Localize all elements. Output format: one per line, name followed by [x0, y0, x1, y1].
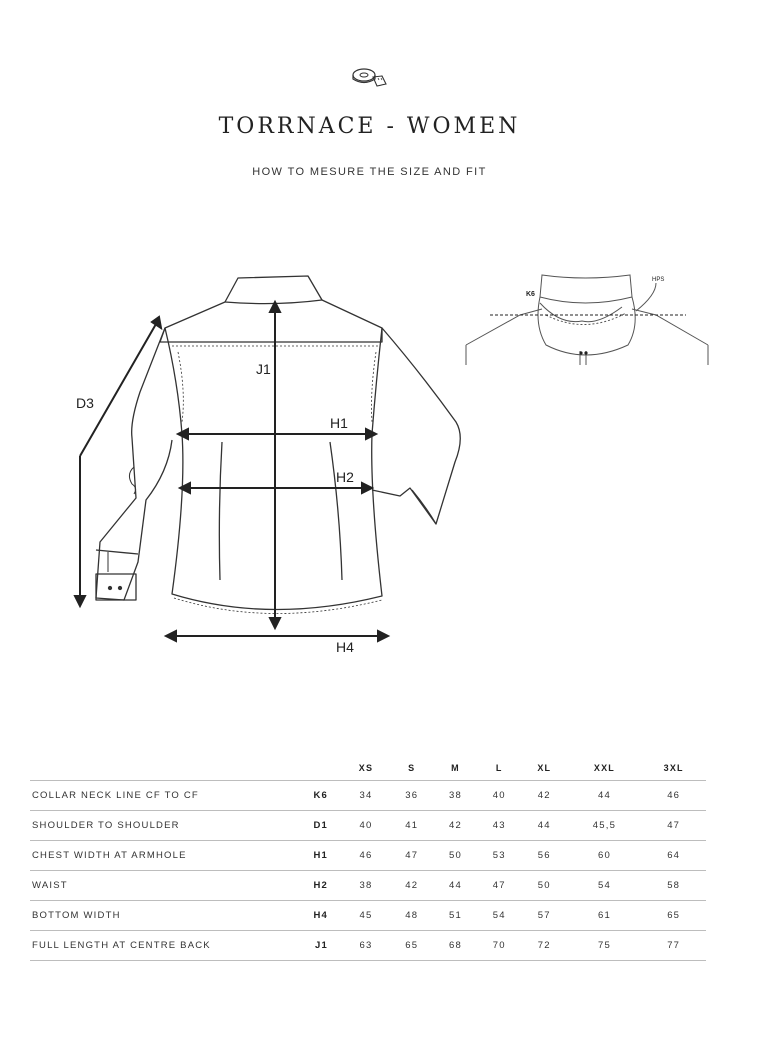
- table-cell: 54: [568, 871, 642, 901]
- row-label: FULL LENGTH AT CENTRE BACK: [30, 931, 283, 961]
- shirt-back-diagram: [60, 262, 470, 662]
- page-title: TORRNACE - WOMEN: [218, 114, 521, 139]
- column-header: XL: [521, 756, 567, 781]
- row-code: H1: [283, 841, 342, 871]
- table-cell: 57: [521, 901, 567, 931]
- table-cell: 50: [434, 841, 478, 871]
- page-subtitle: HOW TO MESURE THE SIZE AND FIT: [252, 166, 487, 178]
- column-header: S: [390, 756, 434, 781]
- row-label: CHEST WIDTH AT ARMHOLE: [30, 841, 283, 871]
- table-cell: 46: [641, 781, 706, 811]
- column-header: XS: [342, 756, 390, 781]
- label-h1: H1: [330, 415, 348, 431]
- column-header: M: [434, 756, 478, 781]
- size-chart-table: [30, 756, 706, 961]
- table-row: [30, 901, 706, 931]
- label-j1: J1: [256, 361, 271, 377]
- table-cell: 47: [477, 871, 521, 901]
- label-h4: H4: [336, 639, 354, 655]
- column-header: 3XL: [641, 756, 706, 781]
- table-cell: 45,5: [568, 811, 642, 841]
- table-cell: 75: [568, 931, 642, 961]
- table-row: [30, 931, 706, 961]
- table-cell: 43: [477, 811, 521, 841]
- table-cell: 44: [434, 871, 478, 901]
- row-code: K6: [283, 781, 342, 811]
- table-cell: 60: [568, 841, 642, 871]
- table-cell: 40: [342, 811, 390, 841]
- table-cell: 41: [390, 811, 434, 841]
- table-cell: 64: [641, 841, 706, 871]
- label-d3: D3: [76, 395, 94, 411]
- table-cell: 53: [477, 841, 521, 871]
- table-cell: 54: [477, 901, 521, 931]
- shirt-left-sleeve: [96, 328, 172, 600]
- table-cell: 70: [477, 931, 521, 961]
- table-cell: 38: [434, 781, 478, 811]
- collar-detail-diagram: [460, 265, 710, 375]
- table-cell: 47: [641, 811, 706, 841]
- row-label: SHOULDER TO SHOULDER: [30, 811, 283, 841]
- measuring-tape-icon: [349, 64, 391, 90]
- table-row: [30, 781, 706, 811]
- table-cell: 42: [390, 871, 434, 901]
- label-hps: HPS: [652, 277, 665, 283]
- table-cell: 42: [434, 811, 478, 841]
- column-header: XXL: [568, 756, 642, 781]
- table-cell: 50: [521, 871, 567, 901]
- table-row: [30, 811, 706, 841]
- row-code: H4: [283, 901, 342, 931]
- table-cell: 38: [342, 871, 390, 901]
- table-cell: 40: [477, 781, 521, 811]
- table-cell: 58: [641, 871, 706, 901]
- row-label: BOTTOM WIDTH: [30, 901, 283, 931]
- table-header-row: [30, 756, 706, 781]
- shirt-collar: [225, 276, 322, 304]
- table-cell: 61: [568, 901, 642, 931]
- table-row: [30, 841, 706, 871]
- label-h2: H2: [336, 469, 354, 485]
- table-cell: 77: [641, 931, 706, 961]
- row-label: WAIST: [30, 871, 283, 901]
- table-cell: 48: [390, 901, 434, 931]
- table-cell: 36: [390, 781, 434, 811]
- row-code: J1: [283, 931, 342, 961]
- table-cell: 56: [521, 841, 567, 871]
- row-code: H2: [283, 871, 342, 901]
- table-cell: 47: [390, 841, 434, 871]
- column-header: L: [477, 756, 521, 781]
- table-cell: 63: [342, 931, 390, 961]
- table-cell: 45: [342, 901, 390, 931]
- table-cell: 34: [342, 781, 390, 811]
- table-row: [30, 871, 706, 901]
- table-cell: 42: [521, 781, 567, 811]
- table-cell: 65: [641, 901, 706, 931]
- label-k6: K6: [526, 291, 535, 298]
- table-cell: 44: [521, 811, 567, 841]
- row-label: COLLAR NECK LINE CF TO CF: [30, 781, 283, 811]
- table-cell: 46: [342, 841, 390, 871]
- table-cell: 44: [568, 781, 642, 811]
- row-code: D1: [283, 811, 342, 841]
- table-cell: 51: [434, 901, 478, 931]
- table-cell: 65: [390, 931, 434, 961]
- table-cell: 72: [521, 931, 567, 961]
- table-cell: 68: [434, 931, 478, 961]
